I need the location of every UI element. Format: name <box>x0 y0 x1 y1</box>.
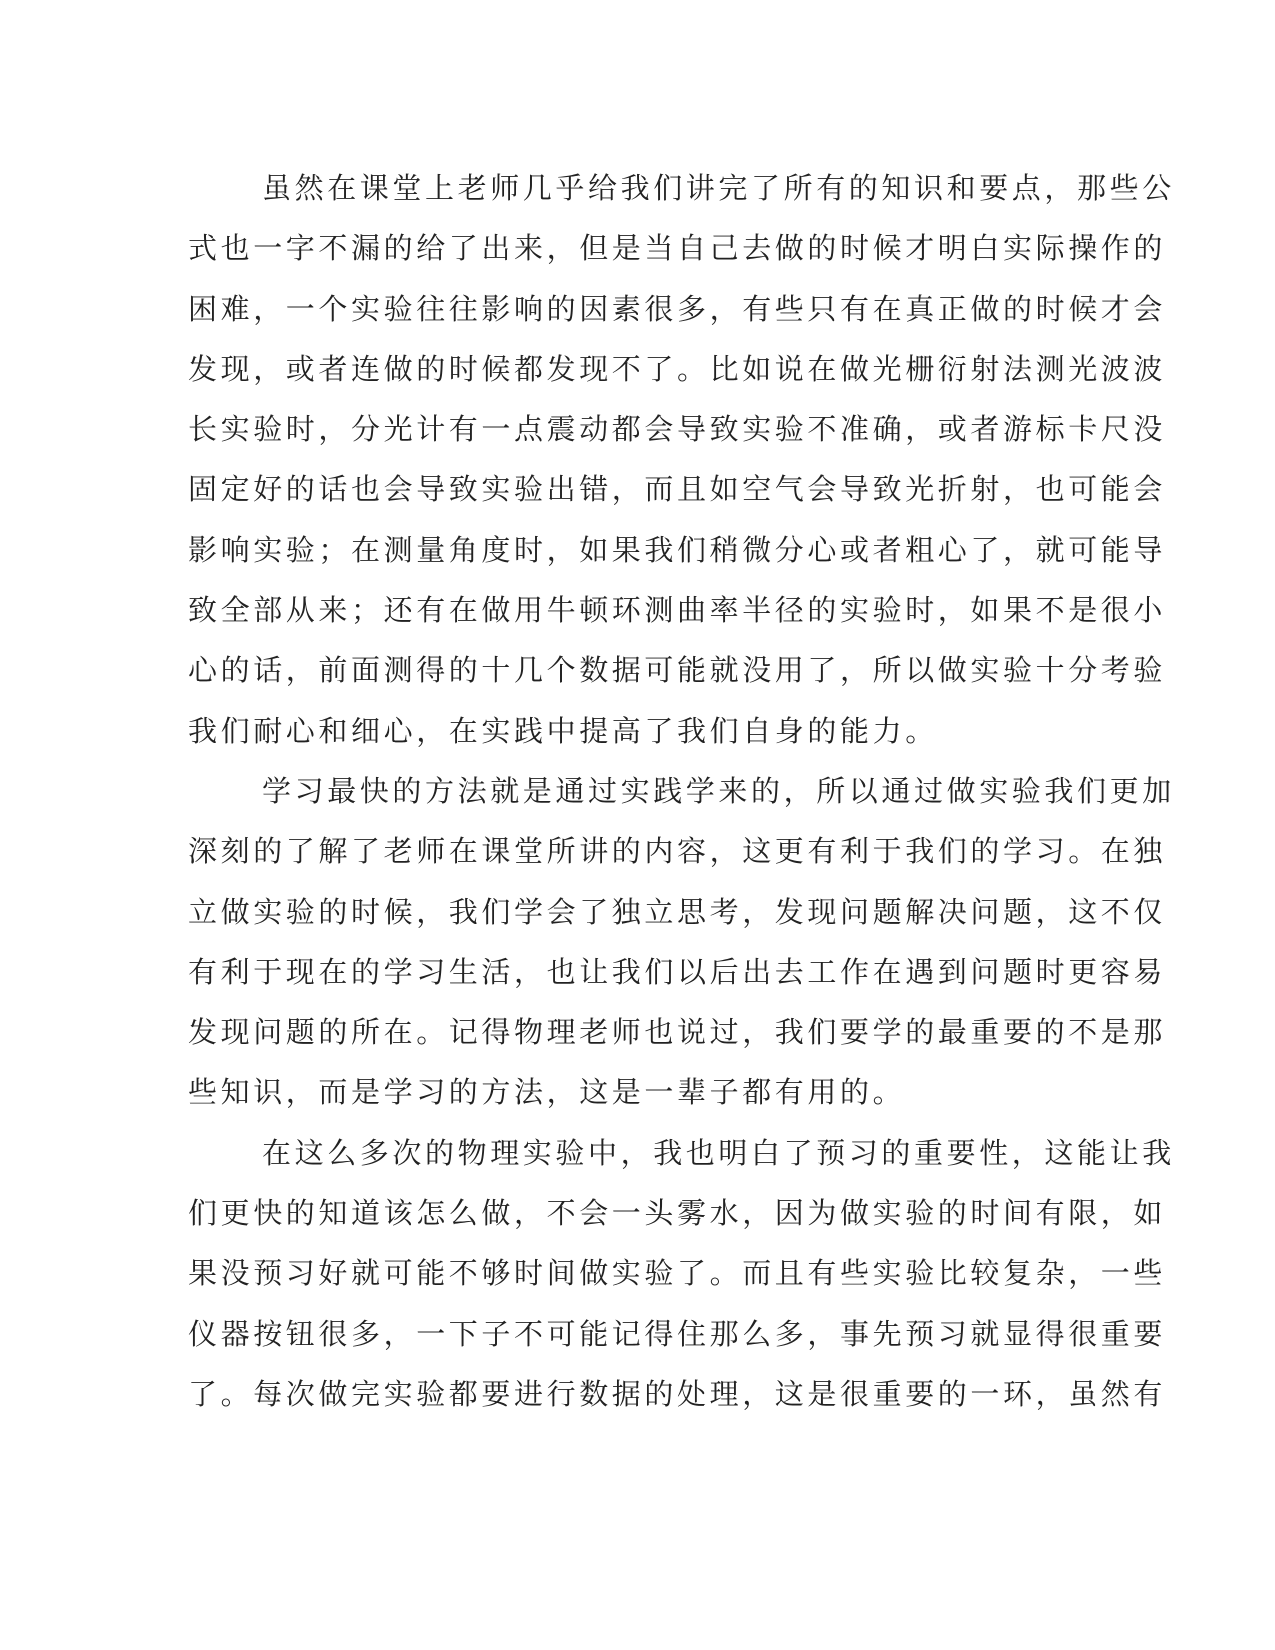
text-line: 心的话，前面测得的十几个数据可能就没用了，所以做实验十分考验 <box>188 653 1167 688</box>
paragraph-1 <box>188 158 1175 761</box>
paragraph-3 <box>188 1123 1175 1424</box>
text-line: 学习最快的方法就是通过实践学来的，所以通过做实验我们更加 <box>262 773 1175 808</box>
text-line: 式也一字不漏的给了出来，但是当自己去做的时候才明白实际操作的 <box>188 231 1167 266</box>
text-line: 在这么多次的物理实验中，我也明白了预习的重要性，这能让我 <box>262 1135 1175 1170</box>
text-line: 立做实验的时候，我们学会了独立思考，发现问题解决问题，这不仅 <box>188 894 1167 929</box>
text-line: 长实验时，分光计有一点震动都会导致实验不准确，或者游标卡尺没 <box>188 412 1167 447</box>
text-line: 发现，或者连做的时候都发现不了。比如说在做光栅衍射法测光波波 <box>188 351 1167 386</box>
text-line: 影响实验；在测量角度时，如果我们稍微分心或者粗心了，就可能导 <box>188 532 1167 567</box>
text-line: 们更快的知道该怎么做，不会一头雾水，因为做实验的时间有限，如 <box>188 1196 1167 1231</box>
text-line: 发现问题的所在。记得物理老师也说过，我们要学的最重要的不是那 <box>188 1015 1167 1050</box>
text-line: 有利于现在的学习生活，也让我们以后出去工作在遇到问题时更容易 <box>188 954 1167 989</box>
text-line: 困难，一个实验往往影响的因素很多，有些只有在真正做的时候才会 <box>188 291 1167 326</box>
text-line: 虽然在课堂上老师几乎给我们讲完了所有的知识和要点，那些公 <box>262 171 1175 205</box>
text-line: 我们耐心和细心，在实践中提高了我们自身的能力。 <box>188 713 938 748</box>
paragraph-2 <box>188 761 1175 1123</box>
text-line: 些知识，而是学习的方法，这是一辈子都有用的。 <box>188 1075 906 1110</box>
text-line: 致全部从来；还有在做用牛顿环测曲率半径的实验时，如果不是很小 <box>188 593 1167 628</box>
text-line: 固定好的话也会导致实验出错，而且如空气会导致光折射，也可能会 <box>188 472 1167 507</box>
text-line: 深刻的了解了老师在课堂所讲的内容，这更有利于我们的学习。在独 <box>188 834 1167 869</box>
body-text <box>188 158 1175 1424</box>
text-line: 仪器按钮很多，一下子不可能记得住那么多，事先预习就显得很重要 <box>188 1316 1167 1351</box>
text-line: 果没预习好就可能不够时间做实验了。而且有些实验比较复杂，一些 <box>188 1256 1167 1291</box>
text-line: 了。每次做完实验都要进行数据的处理，这是很重要的一环，虽然有 <box>188 1376 1167 1411</box>
